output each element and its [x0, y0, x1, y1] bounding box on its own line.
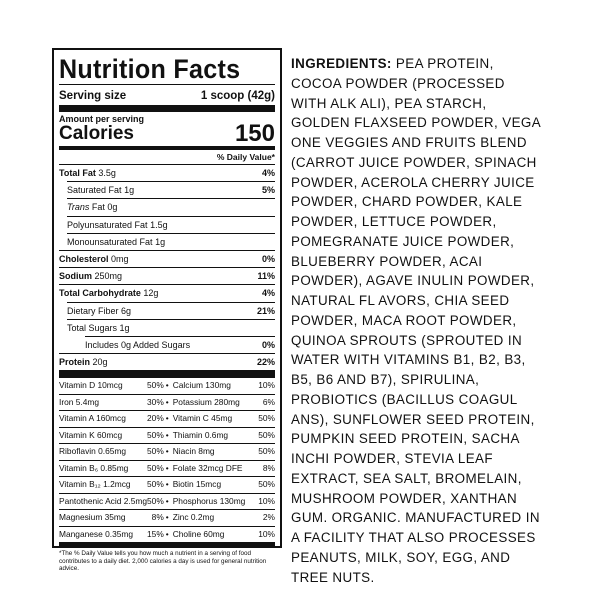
ingredients-line: A FACILITY THAT ALSO PROCESSES	[291, 530, 536, 545]
ingredients-line: ONE VEGGIES AND FRUITS BLEND	[291, 135, 527, 150]
serving-size-label: Serving size	[59, 90, 127, 102]
nutrient-row-total-carbohydrate	[59, 284, 275, 301]
bullet-icon: •	[165, 429, 169, 440]
mineral-cell-left	[59, 410, 171, 427]
vitamins-minerals-grid	[59, 377, 275, 542]
mineral-name: Phosphorus 130mg	[172, 495, 246, 506]
nutrient-row-protein	[59, 353, 275, 370]
mineral-cell-right	[171, 427, 275, 444]
mineral-pct: 8% •	[151, 512, 169, 523]
daily-value-header: % Daily Value*	[216, 152, 275, 162]
nutrient-label: Cholesterol	[59, 254, 109, 265]
mineral-name: Calcium 130mg	[172, 380, 231, 391]
nutrient-row-cholesterol	[59, 250, 275, 267]
nutrient-amount: 1g	[124, 185, 135, 196]
mineral-pct: 6%	[262, 396, 275, 407]
nutrient-label: Total Sugars	[67, 322, 118, 333]
mineral-cell-left	[59, 443, 171, 460]
ingredients-line: PROBIOTICS (BACILLUS COAGUL	[291, 391, 518, 407]
serving-size-value: 1 scoop (42g)	[200, 90, 275, 102]
mineral-cell-right	[171, 476, 275, 493]
nutrient-amount: 0mg	[111, 254, 129, 265]
mineral-cell-left	[59, 460, 171, 477]
ingredients-line: EXTRACT, SEA SALT, BROMELAIN,	[291, 470, 522, 486]
mineral-name: Zinc 0.2mg	[172, 512, 215, 523]
ingredients-line: INCHI POWDER, STEVIA LEAF	[291, 451, 493, 466]
nutrient-label: Includes 0g Added Sugars	[85, 340, 191, 351]
mineral-name: Vitamin K 60mcg	[59, 429, 123, 440]
mineral-cell-right	[171, 493, 275, 510]
nutrient-pct: 4%	[261, 288, 275, 299]
nutrient-row-monounsaturated-fat	[67, 233, 275, 250]
nutrient-row-added-sugars	[85, 336, 275, 353]
mineral-pct: 50%	[258, 429, 275, 440]
bullet-icon: •	[165, 512, 169, 523]
mineral-pct: 50%	[258, 479, 275, 490]
ingredients-line: MUSHROOM POWDER, XANTHAN	[291, 490, 518, 506]
mineral-cell-left	[59, 493, 171, 510]
ingredients-line: WITH ALK ALI), PEA STARCH,	[291, 95, 487, 111]
bullet-icon: •	[165, 380, 169, 391]
bullet-icon: •	[165, 396, 169, 407]
nutrient-row-polyunsaturated-fat	[67, 216, 275, 233]
nutrient-label: Dietary Fiber	[67, 305, 119, 316]
mineral-name: Vitamin B₆ 0.85mg	[59, 462, 129, 473]
bullet-icon: •	[165, 413, 169, 424]
mineral-pct: 10%	[258, 380, 275, 391]
mineral-name: Magnesium 35mg	[59, 512, 126, 523]
mineral-cell-left	[59, 394, 171, 411]
mineral-pct: 50%	[258, 413, 275, 424]
nutrient-label: Total Carbohydrate	[59, 288, 141, 299]
serving-size-row	[59, 85, 275, 105]
nutrient-label: Protein	[59, 357, 91, 368]
mineral-pct: 10%	[258, 495, 275, 506]
ingredients-line: POWDER, MACA ROOT POWDER,	[291, 312, 517, 328]
ingredients-line: ANS), SUNFLOWER SEED PROTEIN,	[291, 411, 535, 427]
ingredients-text	[291, 54, 581, 587]
mineral-cell-left	[59, 476, 171, 493]
ingredients-line: NATURAL FL AVORS, CHIA SEED	[291, 293, 510, 308]
ingredients-label: INGREDIENTS:	[291, 56, 392, 71]
bullet-icon: •	[165, 528, 169, 539]
nutrient-label: Trans	[67, 202, 90, 213]
daily-value-footnote: *The % Daily Value tells you how much a nutrient in a serving of food contributes to a daily diet. 2,000 calories a day is used for general nutrition advice.	[59, 550, 267, 573]
nutrient-row-sodium	[59, 267, 275, 284]
mineral-pct: 50% •	[147, 462, 169, 473]
mineral-name: Riboflavin 0.65mg	[59, 446, 127, 457]
mineral-pct: 50% •	[147, 479, 169, 490]
nutrient-amount: 1g	[155, 236, 166, 247]
mineral-cell-right	[171, 377, 275, 394]
mineral-cell-right	[171, 460, 275, 477]
nutrient-label: Monounsaturated Fat	[67, 236, 153, 247]
nutrient-pct: 22%	[256, 357, 275, 368]
mineral-name: Potassium 280mg	[172, 396, 240, 407]
nutrient-pct: 4%	[261, 168, 275, 178]
ingredients-line: PUMPKIN SEED PROTEIN, SACHA	[291, 431, 520, 447]
nutrient-amount: 20g	[92, 357, 108, 368]
mineral-cell-right	[171, 443, 275, 460]
mineral-pct: 50% •	[147, 495, 169, 506]
nutrient-row-total-sugars	[67, 319, 275, 336]
ingredients-line: INGREDIENTS: PEA PROTEIN,	[291, 56, 494, 71]
mineral-name: Vitamin A 160mcg	[59, 413, 126, 424]
nutrient-amount: 250mg	[94, 271, 123, 282]
nutrient-row-saturated-fat	[67, 181, 275, 198]
nutrient-label: Total Fat	[59, 168, 96, 178]
mineral-name: Pantothenic Acid 2.5mg	[59, 495, 147, 506]
mineral-cell-left	[59, 427, 171, 444]
calories-label: Calories	[59, 123, 134, 144]
divider-thick	[59, 370, 275, 377]
mineral-name: Choline 60mg	[172, 528, 225, 539]
ingredients-line: POWDER), AGAVE INULIN POWDER,	[291, 273, 535, 289]
mineral-pct: 10%	[258, 528, 275, 539]
ingredients-line: POWDER, LETTUCE POWDER,	[291, 214, 497, 229]
mineral-name: Vitamin C 45mg	[172, 413, 233, 424]
mineral-cell-right	[171, 526, 275, 543]
mineral-cell-left	[59, 509, 171, 526]
ingredients-line: GUM. ORGANIC. MANUFACTURED IN	[291, 510, 540, 526]
ingredients-line: POMEGRANATE JUICE POWDER,	[291, 233, 515, 249]
ingredients-line: POWDER, ACEROLA CHERRY JUICE	[291, 174, 535, 190]
nutrient-amount: 1.5g	[150, 219, 168, 230]
ingredients-line: GOLDEN FLAXSEED POWDER, VEGA	[291, 115, 542, 131]
bullet-icon: •	[165, 495, 169, 506]
ingredients-line: B5, B6 AND B7), SPIRULINA,	[291, 372, 480, 387]
calories-row	[59, 120, 275, 147]
mineral-pct: 50%	[258, 446, 275, 457]
ingredients-line: TREE NUTS.	[291, 569, 375, 585]
amount-per-serving: Amount per serving	[59, 114, 145, 124]
mineral-name: Thiamin 0.6mg	[172, 429, 229, 440]
nutrient-pct: 5%	[261, 185, 275, 196]
nutrient-label: Polyunsaturated Fat	[67, 219, 148, 230]
mineral-pct: 20% •	[147, 413, 169, 424]
mineral-cell-right	[171, 509, 275, 526]
mineral-pct: 8%	[262, 462, 275, 473]
ingredients-line: QUINOA SPROUTS (SPROUTED IN	[291, 332, 523, 348]
ingredients-line: COCOA POWDER (PROCESSED	[291, 75, 505, 91]
nutrient-row-trans-fat	[67, 198, 275, 215]
bullet-icon: •	[165, 462, 169, 473]
mineral-pct: 50% •	[147, 446, 169, 457]
mineral-pct: 30% •	[147, 396, 169, 407]
mineral-pct: 50% •	[147, 380, 169, 391]
nutrition-facts-title: Nutrition Facts	[59, 54, 241, 84]
mineral-pct: 2%	[262, 512, 275, 523]
nutrient-row-dietary-fiber	[67, 302, 275, 319]
mineral-name: Manganese 0.35mg	[59, 528, 134, 539]
mineral-cell-left	[59, 377, 171, 394]
mineral-pct: 50% •	[147, 429, 169, 440]
nutrient-label: Saturated Fat	[67, 185, 122, 196]
nutrient-pct: 21%	[256, 305, 275, 316]
mineral-cell-left	[59, 526, 171, 543]
mineral-cell-right	[171, 410, 275, 427]
nutrient-amount: 6g	[121, 305, 132, 316]
mineral-name: Biotin 15mcg	[172, 479, 222, 490]
mineral-name: Niacin 8mg	[172, 446, 215, 457]
nutrient-pct: 0%	[261, 254, 275, 265]
nutrient-label: Sodium	[59, 271, 92, 282]
mineral-name: Iron 5.4mg	[59, 396, 100, 407]
nutrient-amount: 1g	[119, 322, 130, 333]
ingredients-line: WATER WITH VITAMINS B1, B2, B3,	[291, 352, 526, 368]
bullet-icon: •	[165, 479, 169, 490]
nutrient-row-total-fat	[59, 164, 275, 181]
ingredients-line: PEANUTS, MILK, SOY, EGG, AND	[291, 549, 511, 565]
nutrient-amount: 3.5g	[98, 168, 116, 178]
calories-value: 150	[234, 120, 275, 147]
mineral-name: Folate 32mcg DFE	[172, 462, 243, 473]
mineral-name: Vitamin B₁₂ 1.2mcg	[59, 479, 131, 490]
ingredients-line: POWDER, CHARD POWDER, KALE	[291, 194, 523, 210]
mineral-name: Vitamin D 10mcg	[59, 380, 123, 391]
ingredients-line: BLUEBERRY POWDER, ACAI	[291, 253, 483, 269]
nutrient-amount: 12g	[143, 288, 159, 299]
mineral-pct: 15% •	[147, 528, 169, 539]
mineral-cell-right	[171, 394, 275, 411]
ingredients-line: (CARROT JUICE POWDER, SPINACH	[291, 154, 537, 170]
nutrient-pct: 0%	[261, 340, 275, 351]
bullet-icon: •	[165, 446, 169, 457]
nutrition-facts-panel	[52, 48, 282, 573]
divider-thick	[59, 105, 275, 112]
nutrient-pct: 11%	[257, 271, 275, 282]
nutrient-amount: Fat 0g	[91, 202, 118, 213]
